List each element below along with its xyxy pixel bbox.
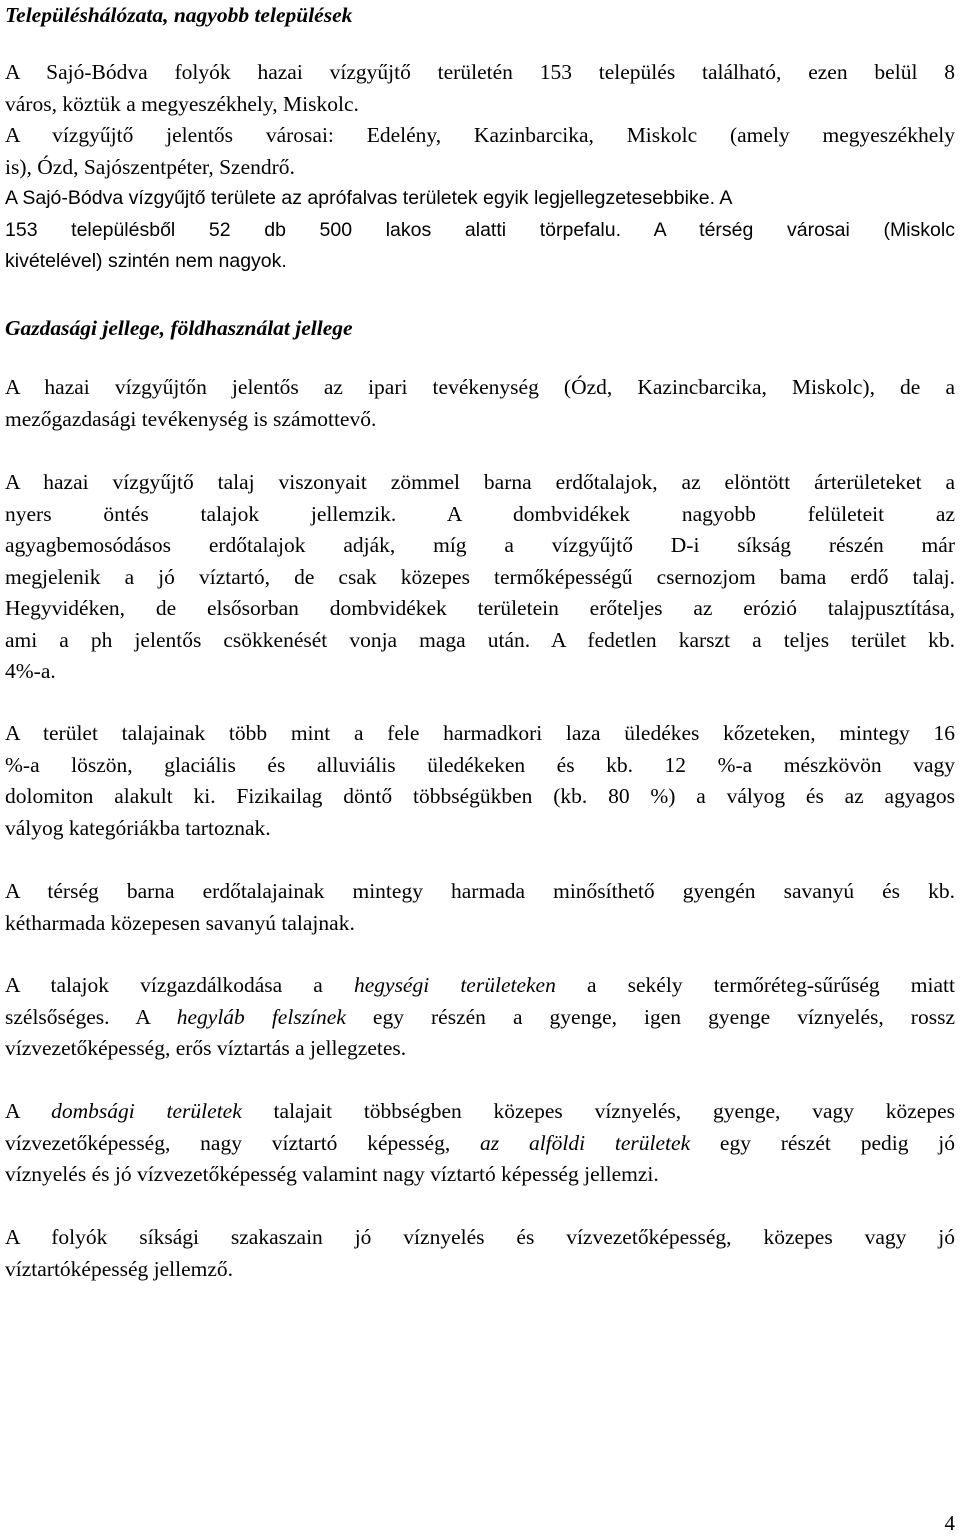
text-line: A hazai vízgyűjtő talaj viszonyait zömmel barna erdőtalajok, az elöntött árterületeket a [5, 470, 955, 494]
paragraph-water-management [5, 970, 955, 1065]
text-line: 153 településből 52 db 500 lakos alatti törpefalu. A térség városai (Miskolc [5, 218, 955, 241]
text-line: vályog kategóriákba tartoznak. [5, 815, 271, 840]
text-line: víztartóképesség jellemző. [5, 1256, 234, 1281]
paragraph-settlements-count [5, 57, 955, 120]
text-line: A térség barna erdőtalajainak mintegy harmada minősíthető gyengén savanyú és kb. [5, 879, 955, 903]
text-line: %-a löszön, glaciális és alluviális üledékeken és kb. 12 %-a mészkövön vagy [5, 752, 955, 777]
paragraph-hill-areas [5, 1096, 955, 1191]
text-line: A dombsági területek talajait többségben közepes víznyelés, gyenge, vagy közepes [5, 1099, 956, 1123]
text-line: A Sajó-Bódva vízgyűjtő területe az aprófalvas területek egyik legjellegzetesebbike. A [5, 187, 733, 209]
text-line: víznyelés és jó vízvezetőképesség valamint nagy víztartó képesség jellemzi. [5, 1162, 659, 1186]
emphasis-text: hegyláb felszínek [176, 1004, 346, 1029]
emphasis-text: hegységi területeken [353, 973, 556, 997]
text-line: is), Ózd, Sajószentpéter, Szendrő. [5, 154, 295, 179]
text-line: A hazai vízgyűjtőn jelentős az ipari tevékenység (Ózd, Kazincbarcika, Miskolc), de a [5, 375, 955, 399]
paragraph-soil-composition [5, 718, 955, 844]
text-line: ami a ph jelentős csökkenését vonja maga után. A fedetlen karszt a teljes terület kb. [5, 627, 955, 652]
paragraph-major-towns [5, 120, 955, 183]
paragraph-small-villages [5, 183, 955, 278]
section-heading-settlements: Településhálózata, nagyobb települések [5, 3, 353, 27]
text-line: vízvezetőképesség, nagy víztartó képesség, az alföldi területek egy részét pedig jó [5, 1130, 955, 1155]
text-line: Hegyvidéken, de elsősorban dombvidékek területein erőteljes az erózió talajpusztítása, [5, 596, 955, 620]
text-line: város, köztük a megyeszékhely, Miskolc. [5, 91, 359, 116]
text-line: agyagbemosódásos erdőtalajok adják, míg a vízgyűjtő D-i síkság részén már [5, 533, 955, 557]
text-line: A terület talajainak több mint a fele harmadkori laza üledékes kőzeteken, mintegy 16 [5, 721, 955, 745]
text-line: kivételével) szintén nem nagyok. [5, 250, 287, 272]
text-line: kétharmada közepesen savanyú talajnak. [5, 910, 355, 935]
text-line: A vízgyűjtő jelentős városai: Edelény, Kazinbarcika, Miskolc (amely megyeszékhely [5, 123, 955, 147]
text-line: mezőgazdasági tevékenység is számottevő. [5, 406, 377, 431]
paragraph-river-sections [5, 1222, 955, 1285]
text-line: dolomiton alakult ki. Fizikailag döntő többségükben (kb. 80 %) a vályog és az agyagos [5, 784, 955, 808]
paragraph-soil-acidity [5, 876, 955, 939]
text-line: A Sajó-Bódva folyók hazai vízgyűjtő területén 153 település található, ezen belül 8 [5, 60, 955, 84]
paragraph-soil-conditions [5, 467, 955, 688]
text-line: A folyók síksági szakaszain jó víznyelés és vízvezetőképesség, közepes vagy jó [5, 1225, 955, 1249]
text-line: A talajok vízgazdálkodása a hegységi területeken a sekély termőréteg-sűrűség miatt [5, 973, 955, 997]
section-heading-economy: Gazdasági jellege, földhasználat jellege [5, 316, 353, 340]
text-line: nyers öntés talajok jellemzik. A dombvidékek nagyobb felületeit az [5, 501, 955, 526]
paragraph-industry [5, 372, 955, 435]
text-line: megjelenik a jó víztartó, de csak közepes termőképességű csernozjom bama erdő talaj. [5, 564, 955, 589]
page-number: 4 [944, 1511, 955, 1535]
text-line: szélsőséges. A hegyláb felszínek egy részén a gyenge, igen gyenge víznyelés, rossz [5, 1004, 955, 1029]
emphasis-text: az alföldi területek [480, 1130, 691, 1155]
text-line: vízvezetőképesség, erős víztartás a jellegzetes. [5, 1036, 407, 1060]
emphasis-text: dombsági területek [51, 1099, 242, 1123]
text-line: 4%-a. [5, 659, 56, 683]
